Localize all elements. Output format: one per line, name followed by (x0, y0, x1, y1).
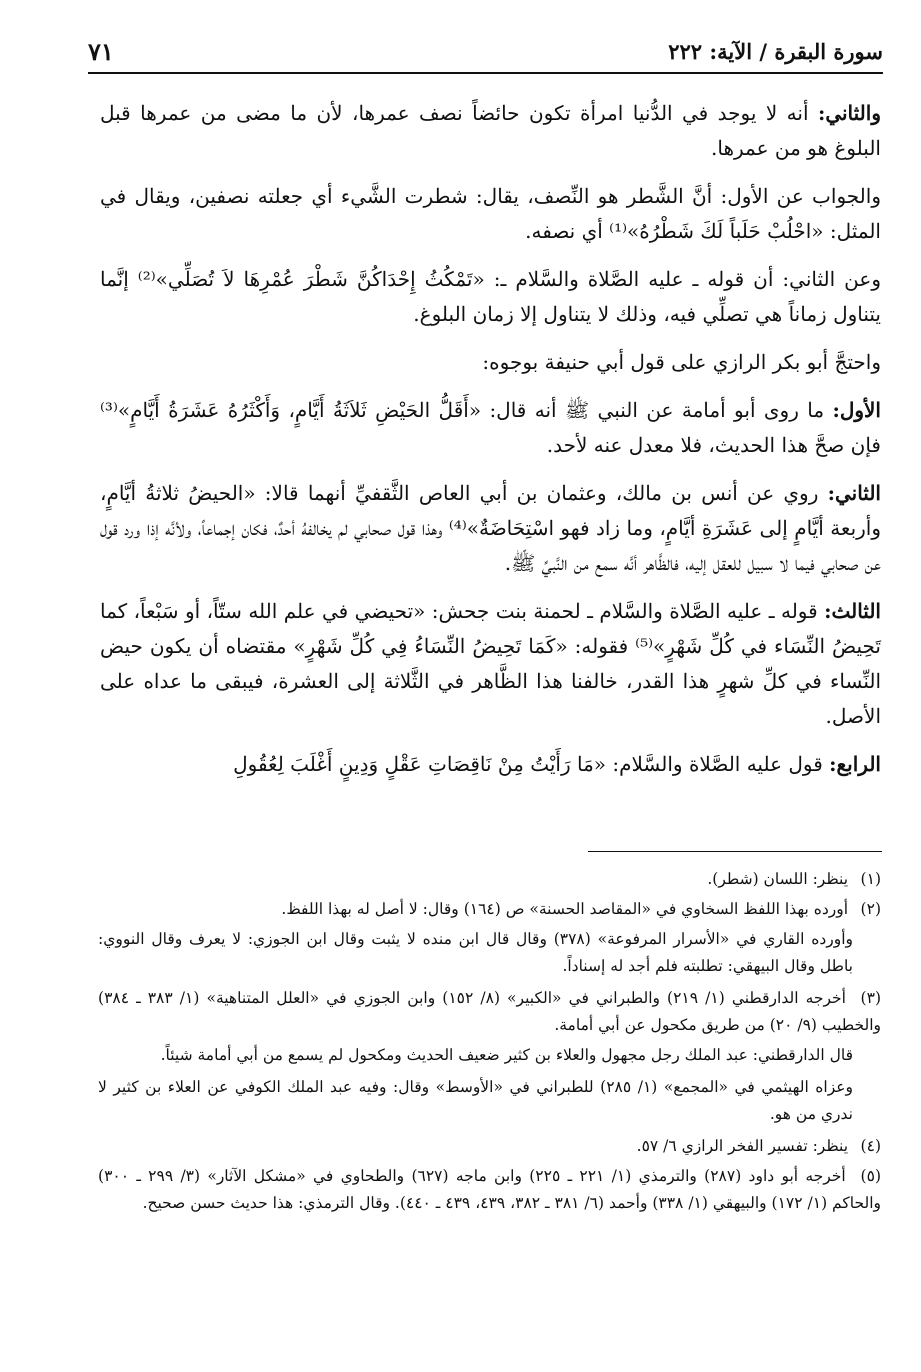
paragraph (100, 262, 881, 332)
paragraph-lead: الثاني: (827, 481, 881, 505)
footnote-number: (٣) (860, 989, 881, 1007)
footnote (98, 866, 881, 893)
footnote-number: (١) (860, 870, 881, 888)
footnote-text: ينظر: اللسان (شطر). (707, 870, 849, 888)
footnote-separator (588, 851, 882, 852)
footnote (98, 985, 881, 1039)
paragraph (100, 747, 881, 782)
footnote-number: (٢) (860, 900, 881, 918)
paragraph (100, 476, 881, 581)
paragraph-lead: والثاني: (817, 101, 881, 125)
main-text (100, 96, 881, 795)
paragraph (100, 179, 881, 249)
footnote-text: أخرجه الدارقطني (١/ ٢١٩) والطبراني في «الكبير» (٨/ ١٥٢) وابن الجوزي في «العلل المتناهية» (١/ ٣٨٣ ـ ٣٨٤) والخطيب (٩/ ٢٠) من طريق مكحول عن أبي أمامة. (98, 989, 881, 1034)
paragraph (100, 594, 881, 734)
footnotes (98, 866, 881, 1220)
footnote-continuation: قال الدارقطني: عبد الملك رجل مجهول والعلاء بن كثير ضعيف الحديث ومكحول لم يسمع من أبي أمامة شيئاً. (160, 1046, 853, 1064)
footnote-number: (٤) (860, 1137, 881, 1155)
footnote-number: (٥) (860, 1167, 881, 1185)
paragraph-text: روي عن أنس بن مالك، وعثمان بن أبي العاص الثَّقفيِّ أنهما قالا: «الحيضُ ثلاثةُ أيَّامٍ، وأربعة أيَّامٍ إلى عَشَرَةِ أيَّامٍ، وما زاد فهو اسْتِحَاضَةٌ»⁽⁴⁾ وهذا قول صحابي لم يخالفهُ أحدٌ، فكان إجماعاً، ولأنَّه إذا ورد قول عن صحابي فيما لا سبيل للعقل إليه، فالظَّاهر أنَّه سمع من النَّبيِّ ﷺ. (100, 481, 882, 575)
paragraph-text: وعن الثاني: أن قوله ـ عليه الصَّلاة والسَّلام ـ: «تَمْكُثُ إِحْدَاكُنَّ شَطْرَ عُمْرِهَا لاَ تُصَلِّي»⁽²⁾ إنَّما يتناول زماناً هي تصلِّي فيه، وذلك لا يتناول إلا زمان البلوغ. (100, 267, 881, 326)
page-header (88, 30, 883, 74)
footnote-text: أورده بهذا اللفظ السخاوي في «المقاصد الحسنة» ص (١٦٤) وقال: لا أصل له بهذا اللفظ. (281, 900, 849, 918)
paragraph-lead: الأول: (832, 398, 881, 422)
paragraph (100, 345, 881, 380)
footnote (98, 1133, 881, 1160)
footnote-text: أخرجه أبو داود (٢٨٧) والترمذي (١/ ٢٢١ ـ ٢٢٥) وابن ماجه (٦٢٧) والطحاوي في «مشكل الآثار» (٣/ ٢٩٩ ـ ٣٠٠) والحاكم (١/ ١٧٢) والبيهقي (١/ ٣٣٨) وأحمد (٦/ ٣٨١ ـ ٣٨٢، ٤٣٩، ٤٣٩ ـ ٤٤٠). وقال الترمذي: هذا حديث حسن صحيح. (98, 1167, 881, 1212)
paragraph-text: قوله ـ عليه الصَّلاة والسَّلام ـ لحمنة بنت جحش: «تحيضي في علم الله ستّاً، أو سَبْعاً، كما تَحِيضُ النِّسَاء في كُلِّ شَهْرٍ»⁽⁵⁾ فقوله: «كَمَا تَحِيضُ النِّسَاءُ فِي كُلِّ شَهْرٍ» مقتضاه أن يكون حيض النِّساء في كلِّ شهرٍ هذا القدر، خالفنا هذا الظَّاهر في الثَّلاثة إلى العشرة، فيبقى ما عداه على الأصل. (100, 599, 881, 728)
footnote-continuation: وأورده القاري في «الأسرار المرفوعة» (٣٧٨) وقال قال ابن منده لا يثبت وقال ابن الجوزي: لا يعرف وقال النووي: باطل وقال البيهقي: تطلبته فلم أجد له إسناداً. (98, 930, 854, 975)
paragraph (100, 96, 881, 166)
paragraph-text: والجواب عن الأول: أنَّ الشَّطر هو النِّصف، يقال: شطرت الشَّيء أي جعلته نصفين، ويقال في المثل: «احْلُبْ حَلَباً لَكَ شَطْرُهُ»⁽¹⁾ أي نصفه. (100, 184, 881, 243)
page-number: ٧١ (88, 36, 114, 66)
footnote-continuation: وعزاه الهيثمي في «المجمع» (١/ ٢٨٥) للطبراني في «الأوسط» وقال: وفيه عبد الملك الكوفي عن العلاء بن كثير لا ندري من هو. (98, 1078, 853, 1123)
paragraph-text: أنه لا يوجد في الدُّنيا امرأة تكون حائضاً نصف عمرها، لأن ما مضى من عمرها قبل البلوغ هو من عمرها. (100, 101, 881, 160)
paragraph-text: ما روى أبو أمامة عن النبي ﷺ أنه قال: «أَقَلُّ الحَيْضِ ثَلاَثَةُ أَيَّامٍ، وَأَكْثَرُهُ عَشَرَةُ أَيَّامٍ»⁽³⁾ فإن صحَّ هذا الحديث، فلا معدل عنه لأحد. (100, 398, 881, 457)
paragraph (100, 393, 881, 463)
paragraph-text: قول عليه الصَّلاة والسَّلام: «مَا رَأَيْتُ مِنْ نَاقِصَاتِ عَقْلٍ وَدِينٍ أَغْلَبَ لِعُقُولِ (233, 752, 830, 776)
footnote (98, 896, 881, 923)
paragraph-text: واحتجَّ أبو بكر الرازي على قول أبي حنيفة بوجوه: (482, 350, 881, 374)
paragraph-lead: الثالث: (824, 599, 881, 623)
surah-title: سورة البقرة / الآية: ٢٢٢ (668, 38, 883, 64)
paragraph-lead: الرابع: (829, 752, 881, 776)
footnote (98, 1163, 881, 1217)
footnote-text: ينظر: تفسير الفخر الرازي ٦/ ٥٧. (636, 1137, 849, 1155)
